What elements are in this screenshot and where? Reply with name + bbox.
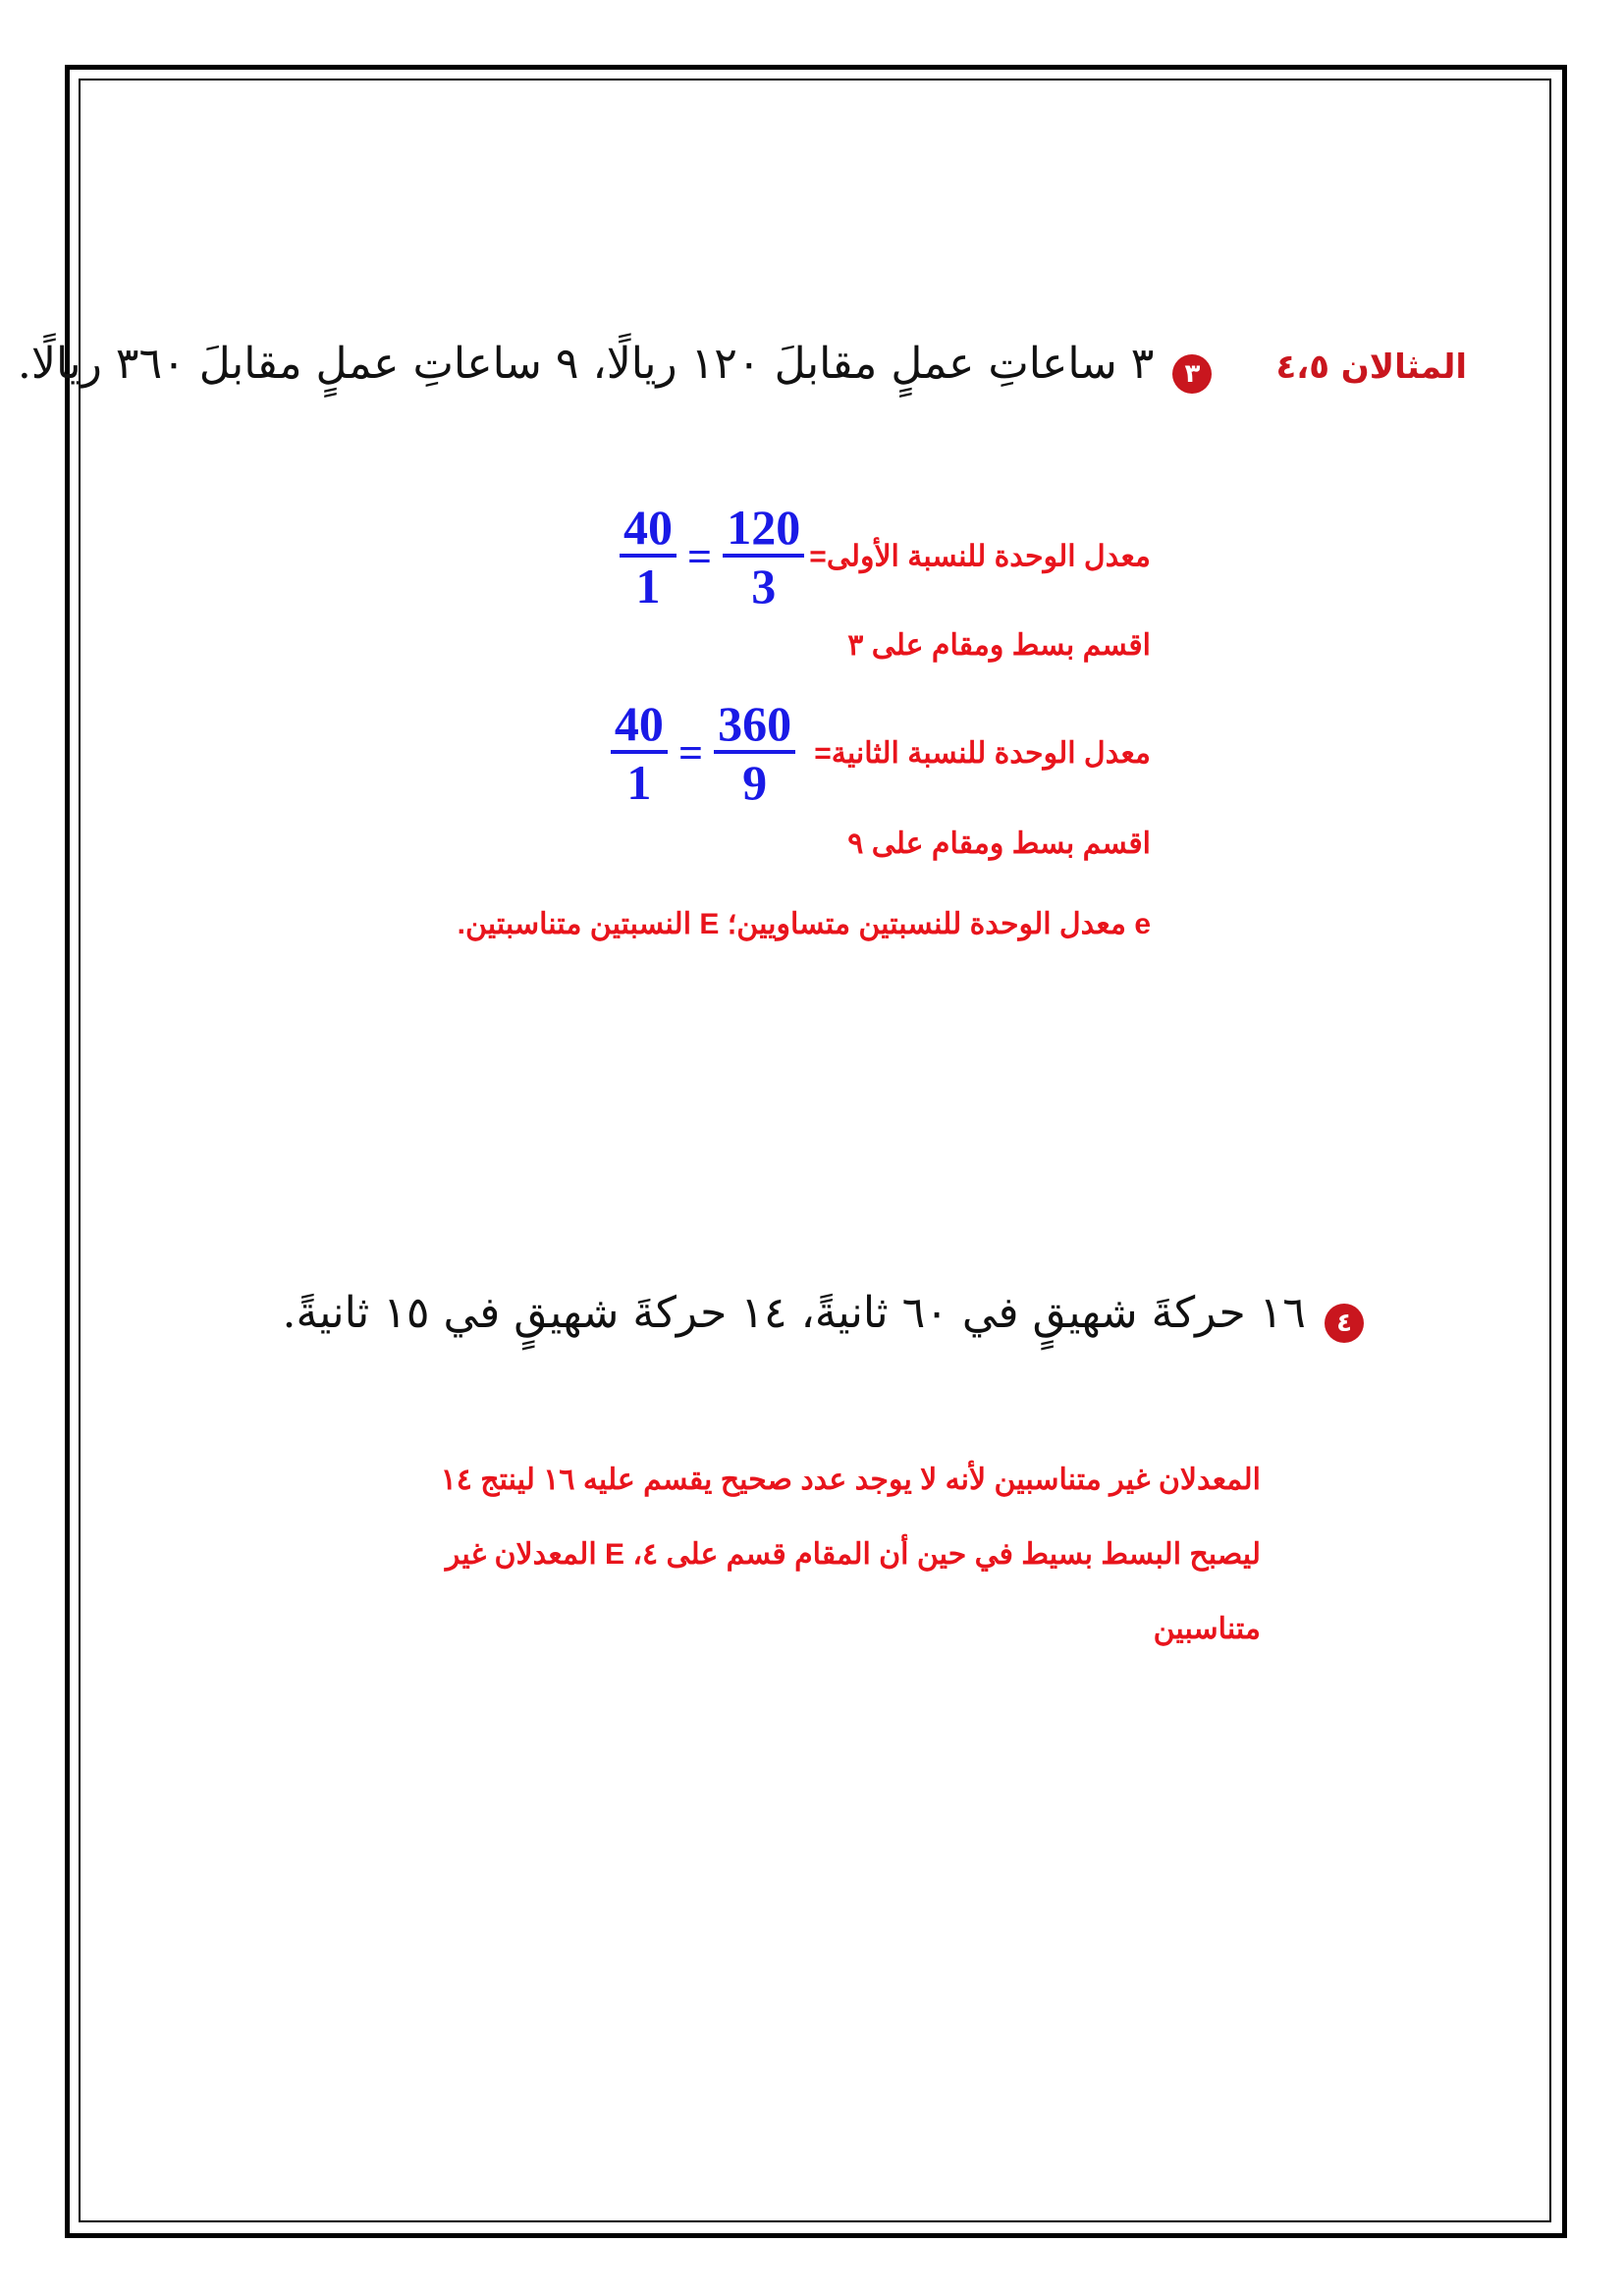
fraction-numerator: 40 <box>611 699 668 754</box>
divide-by-3-note: اقسم بسط ومقام على ٣ <box>847 629 1151 662</box>
solution-4-line-3: متناسبين <box>1153 1613 1261 1645</box>
first-fraction <box>723 500 804 614</box>
first-rate-label: معدل الوحدة للنسبة الأولى= <box>809 540 1151 573</box>
second-result-fraction <box>611 696 668 810</box>
question-3-text: ٣ ساعاتِ عملٍ مقابلَ ١٢٠ ريالًا، ٩ ساعاتِ عملٍ مقابلَ ٣٦٠ ريالًا. <box>17 339 1155 389</box>
conclusion-3: e معدل الوحدة للنسبتين متساويين؛ E النسبتين متناسبتين. <box>457 908 1151 940</box>
first-result-fraction <box>620 500 677 614</box>
equals-sign: = <box>677 728 704 777</box>
question-4-text: ١٦ حركةَ شهيقٍ في ٦٠ ثانيةً، ١٤ حركةَ شهيقٍ في ١٥ ثانيةً. <box>282 1288 1306 1338</box>
solution-4-line-1: المعدلان غير متناسبين لأنه لا يوجد عدد صحيح يقسم عليه ١٦ لينتج ١٤ <box>440 1464 1261 1496</box>
divide-by-9-note: اقسم بسط ومقام على ٩ <box>847 828 1151 860</box>
fraction-denominator: 3 <box>751 559 777 614</box>
second-fraction <box>714 696 795 810</box>
question-3-row <box>17 339 1467 394</box>
fraction-numerator: 40 <box>620 503 677 558</box>
page-border-inner <box>79 79 1551 2222</box>
equals-sign: = <box>687 532 713 581</box>
first-rate-row <box>620 500 1151 614</box>
solution-4-line-2: ليصبح البسط بسيط في حين أن المقام قسم على ٤، E المعدلان غير <box>445 1538 1261 1571</box>
question-4-row <box>283 1288 1364 1343</box>
fraction-denominator: 9 <box>742 755 768 810</box>
fraction-numerator: 120 <box>723 503 804 558</box>
fraction-denominator: 1 <box>635 559 661 614</box>
fraction-denominator: 1 <box>626 755 652 810</box>
question-number-badge: ٣ <box>1172 354 1212 394</box>
second-rate-label: معدل الوحدة للنسبة الثانية= <box>814 736 1151 770</box>
first-rate-math <box>620 500 804 614</box>
second-rate-math <box>611 696 795 810</box>
example-label: المثالان ٤،٥ <box>1275 347 1467 387</box>
second-rate-row <box>611 696 1151 810</box>
question-number-badge: ٤ <box>1325 1304 1364 1343</box>
fraction-numerator: 360 <box>714 699 795 754</box>
